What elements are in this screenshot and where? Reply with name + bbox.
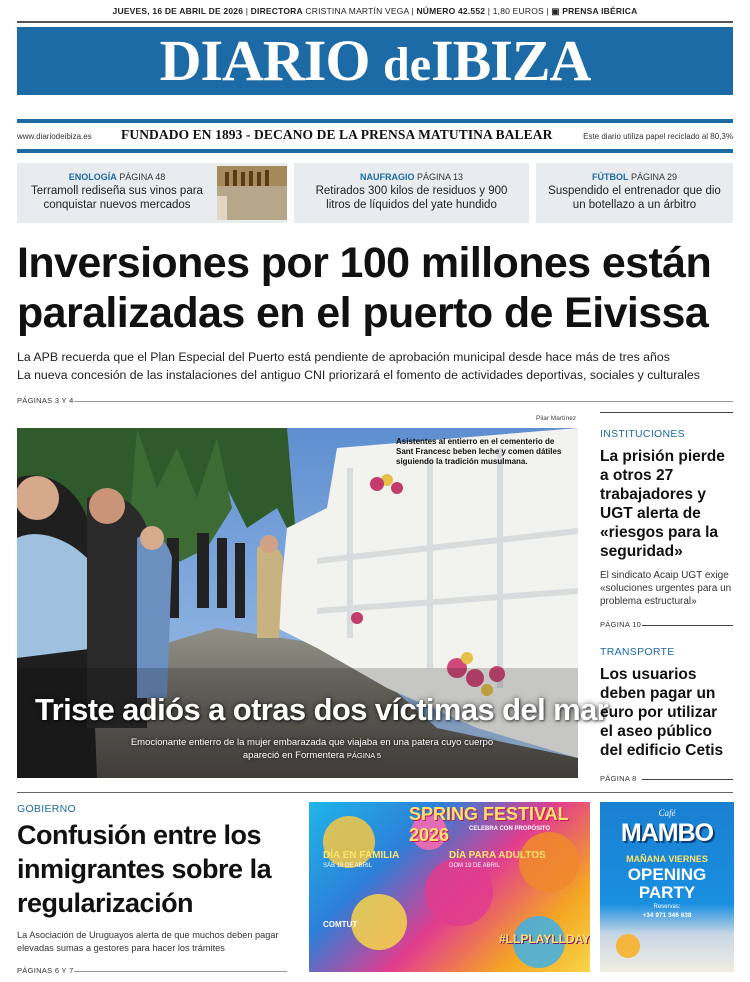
director-label: DIRECTORA xyxy=(250,6,303,16)
festival-adults: DÍA PARA ADULTOS xyxy=(449,850,546,861)
teaser-page: PÁGINA 13 xyxy=(416,172,464,182)
festival-hashtag: #LLPLAYLLDAY xyxy=(499,932,590,946)
issue-price: 1,80 EUROS xyxy=(492,6,544,16)
mambo-event: OPENING PARTY xyxy=(627,865,707,902)
photo-deck: Emocionante entierro de la mujer embarazada que viajaba en una patera cuyo cuerpo apareció en Formentera PÁGINA 5 xyxy=(130,737,494,761)
sidebar-page: PÁGINA 8 xyxy=(600,774,637,783)
newspaper-logo: DIARIO deIBIZA xyxy=(159,28,591,93)
subline-rule xyxy=(17,149,733,153)
issue-date: JUEVES, 16 DE ABRIL DE 2026 xyxy=(112,6,244,16)
gobierno-section: GOBIERNO xyxy=(17,803,76,815)
festival-family-date: SÁB 18 DE ABRIL xyxy=(323,863,373,869)
mambo-phone: +34 971 346 638 xyxy=(642,912,692,919)
mambo-cafe: Café xyxy=(658,808,676,818)
teaser-section: ENOLOGÍA xyxy=(68,172,117,182)
publisher-group: PRENSA IBÉRICA xyxy=(562,6,638,16)
sidebar xyxy=(600,412,733,783)
sidebar-body: El sindicato Acaip UGT exige «soluciones urgentes para un problema estructural» xyxy=(600,570,732,607)
masthead-rule xyxy=(17,119,733,123)
spring-festival-ad[interactable] xyxy=(309,802,590,972)
gobierno-headline[interactable]: Confusión entre los inmigrantes sobre la regularización xyxy=(17,820,272,918)
teaser-text: Terramoll rediseña sus vinos para conquistar nuevos mercados xyxy=(31,185,203,211)
teaser-text: Suspendido el entrenador que dio un botellazo a un árbitro xyxy=(548,185,721,211)
lead-deck xyxy=(17,348,737,384)
top-info-bar: JUEVES, 16 DE ABRIL DE 2026 | DIRECTORA CRISTINA MARTÍN VEGA | NÚMERO 42.552 | 1,80 EUROS | ▣ PRENSA IBÉRICA xyxy=(112,6,638,16)
festival-brand: COMTUT xyxy=(323,920,358,929)
lead-deck-line: La nueva concesión de las instalaciones del antiguo CNI priorizará el fomento de actividades deportivas, sociales y culturales xyxy=(17,368,700,382)
teaser-page: PÁGINA 29 xyxy=(630,172,678,182)
photo-caption: Asistentes al entierro en el cementerio de Sant Francesc beben leche y comen dátiles siguiendo la tradición musulmana. xyxy=(396,437,562,466)
mambo-when: MAÑANA VIERNES xyxy=(626,854,708,864)
sidebar-section: INSTITUCIONES xyxy=(600,428,685,440)
lead-headline[interactable]: Inversiones por 100 millones están paralizadas en el puerto de Eivissa xyxy=(17,239,712,337)
festival-title: SPRING FESTIVAL 2026 xyxy=(409,804,569,845)
festival-subtitle: CELEBRA CON PROPÓSITO xyxy=(469,826,551,832)
group-logo-icon: ▣ xyxy=(551,6,560,16)
festival-adults-date: DOM 19 DE ABRIL xyxy=(449,863,501,869)
top-rule xyxy=(17,21,733,23)
teaser-text: Retirados 300 kilos de residuos y 900 litros de líquidos del yate hundido xyxy=(315,185,508,211)
wine-photo xyxy=(217,166,287,220)
lead-rule xyxy=(74,401,733,402)
masthead-subline xyxy=(17,126,733,146)
gobierno-rule xyxy=(74,971,287,972)
teaser-strip xyxy=(17,163,733,223)
gobierno-pages: PÁGINAS 6 Y 7 xyxy=(17,966,74,975)
photo-credit: Pilar Martínez xyxy=(536,415,577,422)
teaser-page: PÁGINA 48 xyxy=(119,172,166,182)
photo-headline[interactable]: Triste adiós a otras dos víctimas del mar xyxy=(35,692,609,727)
sidebar-rule xyxy=(642,625,733,626)
teaser-section: NAUFRAGIO xyxy=(359,172,415,182)
gobierno-body: La Asociación de Uruguayos alerta de que muchos deben pagar elevadas sumas a gestores para hacer los trámites xyxy=(17,930,279,953)
photo-page: PÁGINA 5 xyxy=(346,751,382,760)
teaser-naufragio[interactable] xyxy=(294,163,529,223)
mambo-reservas: Reservas: xyxy=(653,904,681,910)
sidebar-rule xyxy=(600,412,733,413)
sidebar-section: TRANSPORTE xyxy=(600,646,675,658)
sun-icon xyxy=(616,934,640,958)
teaser-section: FÚTBOL xyxy=(591,172,629,182)
teaser-futbol[interactable] xyxy=(536,163,733,223)
sidebar-rule xyxy=(642,779,733,780)
website-link[interactable]: www.diariodeibiza.es xyxy=(17,132,92,141)
sidebar-headline[interactable]: Los usuarios deben pagar un euro por utilizar el aseo público del edificio Cetis xyxy=(600,666,724,759)
teaser-enologia[interactable] xyxy=(17,163,287,223)
festival-family: DÍA EN FAMILIA xyxy=(323,850,400,861)
lead-deck-line: La APB recuerda que el Plan Especial del Puerto está pendiente de aprobación municipal desde hace más de tres años xyxy=(17,350,670,364)
lead-pages: PÁGINAS 3 Y 4 xyxy=(17,396,74,405)
recycled-paper-note: Este diario utiliza papel reciclado al 80,3% xyxy=(583,132,733,141)
cafe-mambo-ad[interactable] xyxy=(600,802,734,972)
section-rule xyxy=(17,792,733,793)
sidebar-headline[interactable]: La prisión pierde a otros 27 trabajadores y UGT alerta de «riesgos para la seguridad» xyxy=(600,448,725,560)
newspaper-motto: FUNDADO EN 1893 - DECANO DE LA PRENSA MATUTINA BALEAR xyxy=(121,127,553,142)
director-name: CRISTINA MARTÍN VEGA xyxy=(305,6,409,16)
masthead[interactable] xyxy=(17,27,733,95)
issue-number: NÚMERO 42.552 xyxy=(416,6,486,16)
mambo-logo: MAMBO xyxy=(620,819,714,847)
sidebar-page: PÁGINA 10 xyxy=(600,620,642,629)
